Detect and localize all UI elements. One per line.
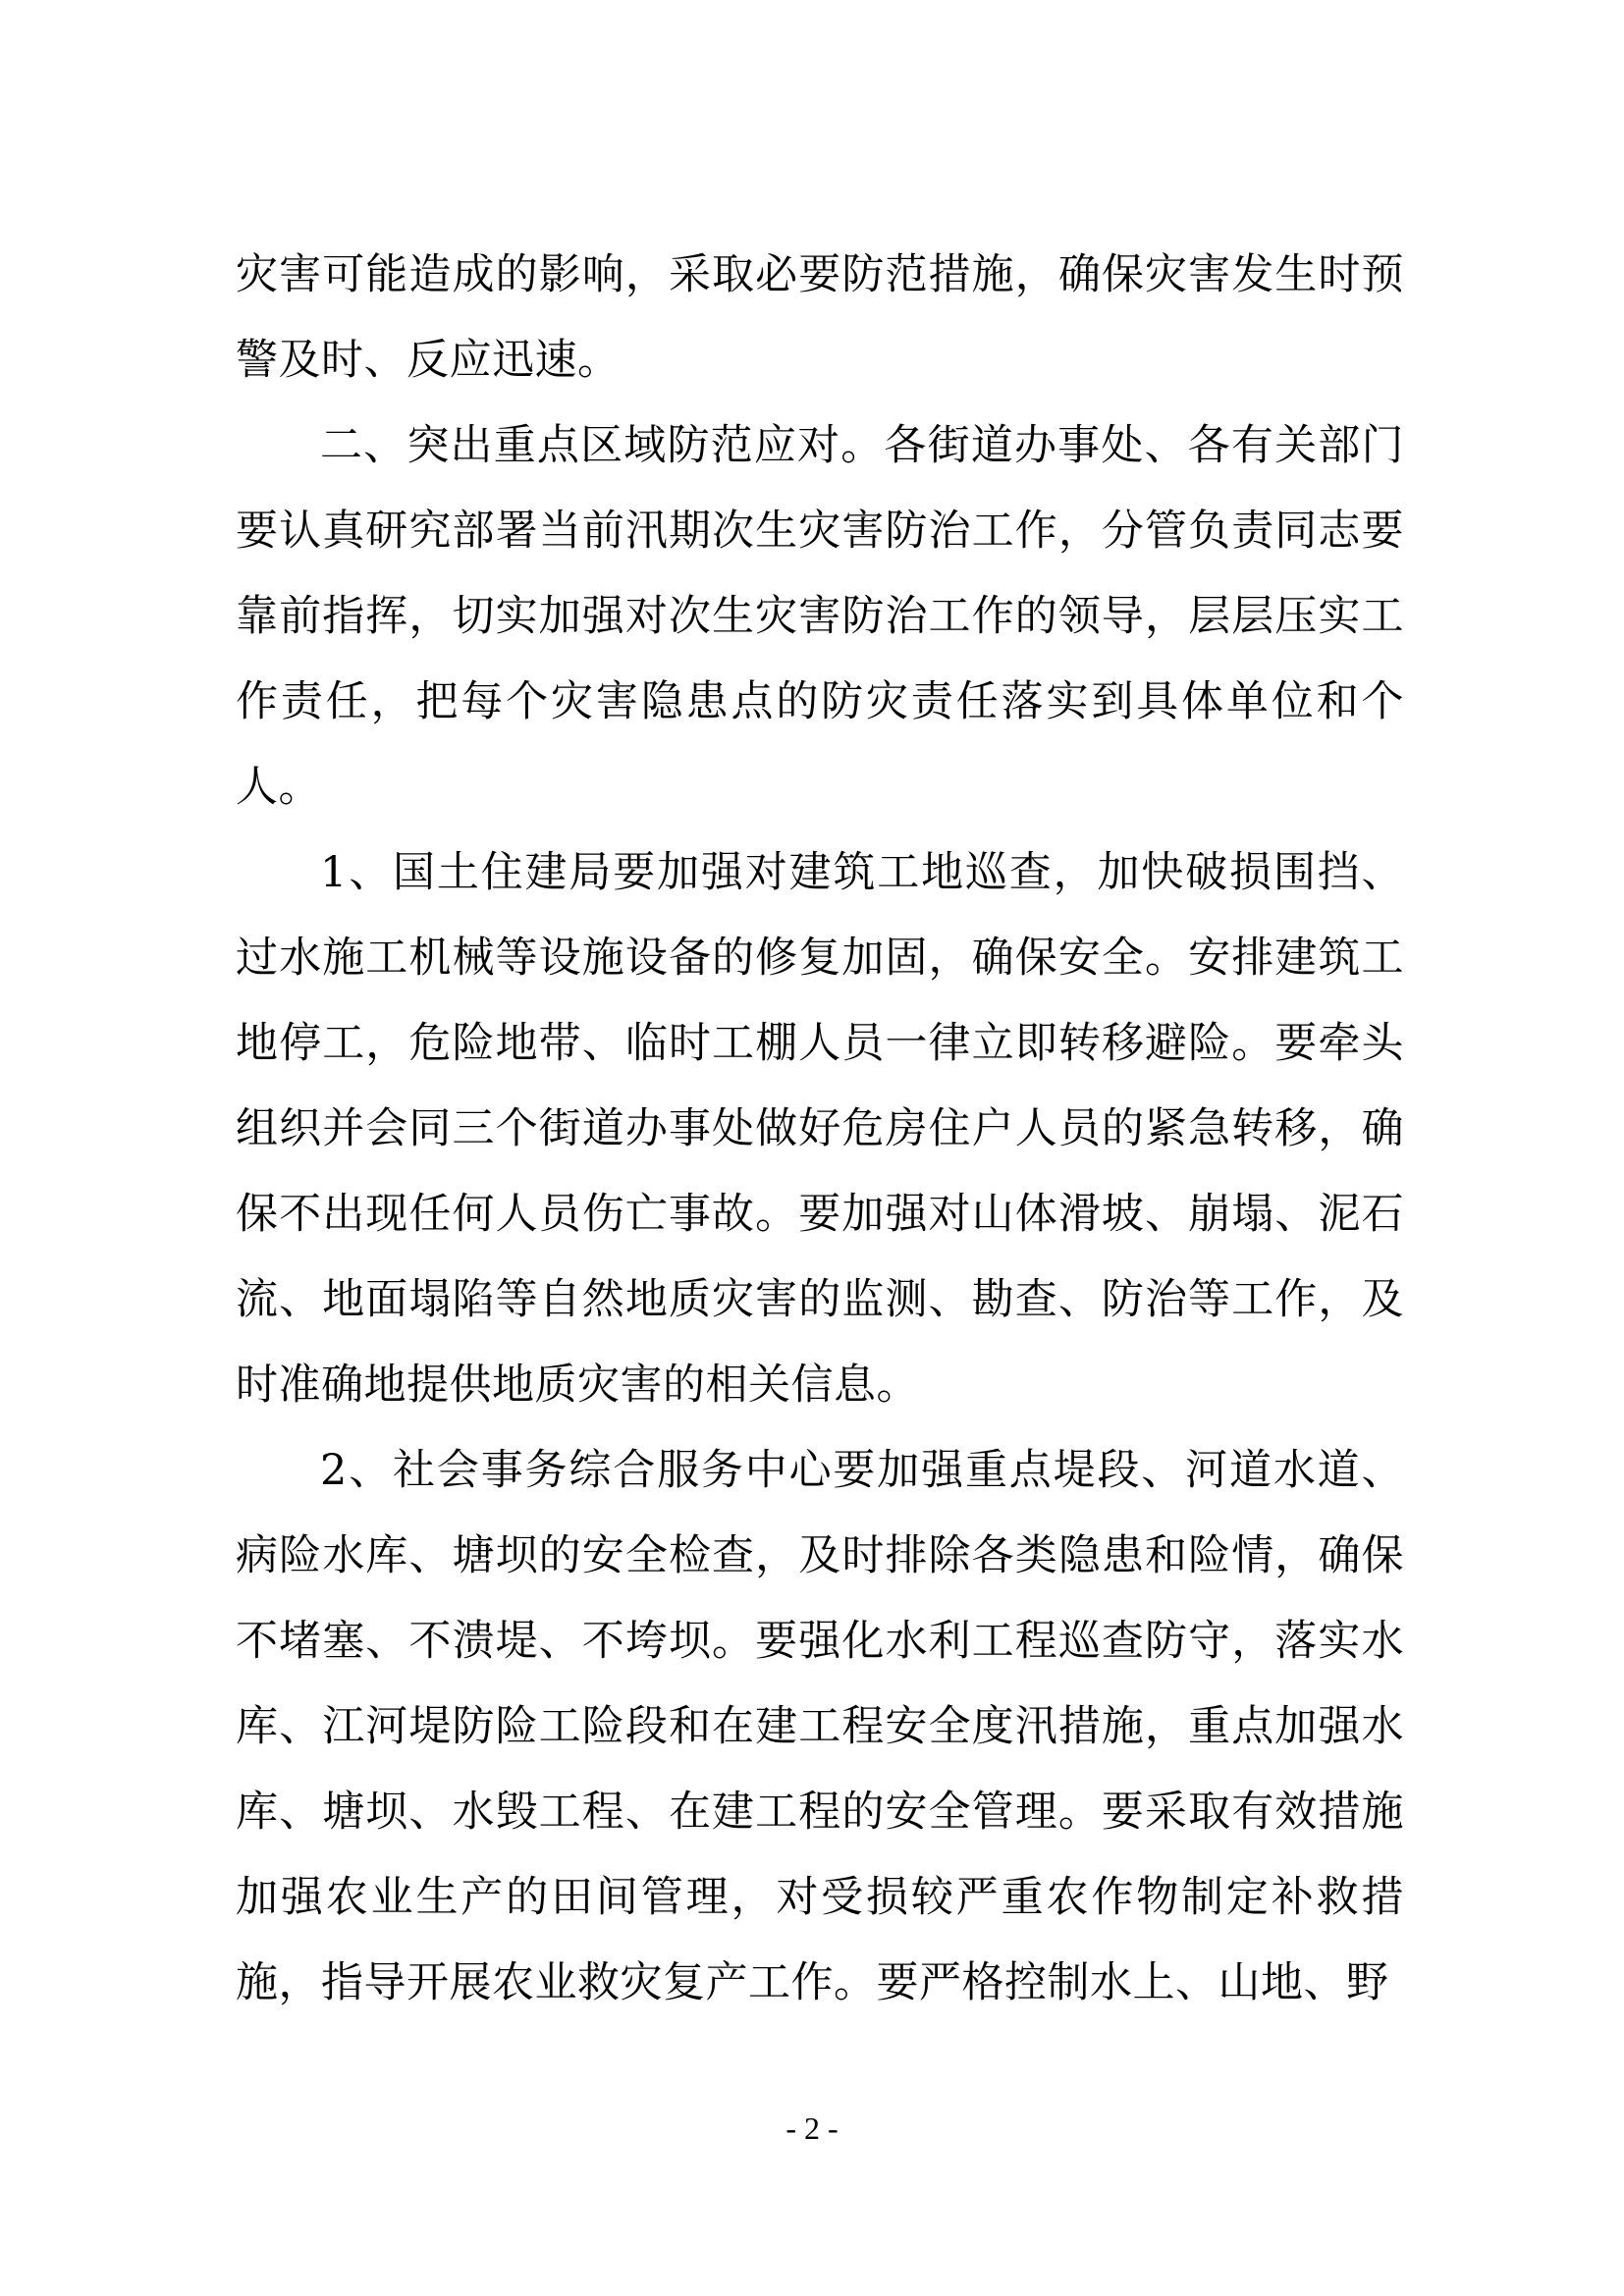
- page-number: - 2 -: [785, 2110, 839, 2146]
- paragraph-section-two: 二、突出重点区域防范应对。各街道办事处、各有关部门要认真研究部署当前汛期次生灾害防治工作，分管负责同志要靠前指挥，切实加强对次生灾害防治工作的领导，层层压实工作责任，把每个灾害隐患点的防灾责任落实到具体单位和个人。: [236, 421, 1404, 812]
- paragraph-item-one: 1、国土住建局要加强对建筑工地巡查，加快破损围挡、过水施工机械等设施设备的修复加固，确保安全。安排建筑工地停工，危险地带、临时工棚人员一律立即转移避险。要牵头组织并会同三个街道办事处做好危房住户人员的紧急转移，确保不出现任何人员伤亡事故。要加强对山体滑坡、崩塌、泥石流、地面塌陷等自然地质灾害的监测、勘查、防治等工作，及时准确地提供地质灾害的相关信息。: [236, 848, 1404, 1410]
- paragraph-continuation: 灾害可能造成的影响，采取必要防范措施，确保灾害发生时预警及时、反应迅速。: [236, 250, 1404, 385]
- paragraph-item-two: 2、社会事务综合服务中心要加强重点堤段、河道水道、病险水库、塘坝的安全检查，及时排除各类隐患和险情，确保不堵塞、不溃堤、不垮坝。要强化水利工程巡查防守，落实水库、江河堤防险工险段和在建工程安全度汛措施，重点加强水库、塘坝、水毁工程、在建工程的安全管理。要采取有效措施加强农业生产的田间管理，对受损较严重农作物制定补救措施，指导开展农业救灾复产工作。要严格控制水上、山地、野: [236, 1446, 1404, 2007]
- body-text: [236, 233, 1404, 2026]
